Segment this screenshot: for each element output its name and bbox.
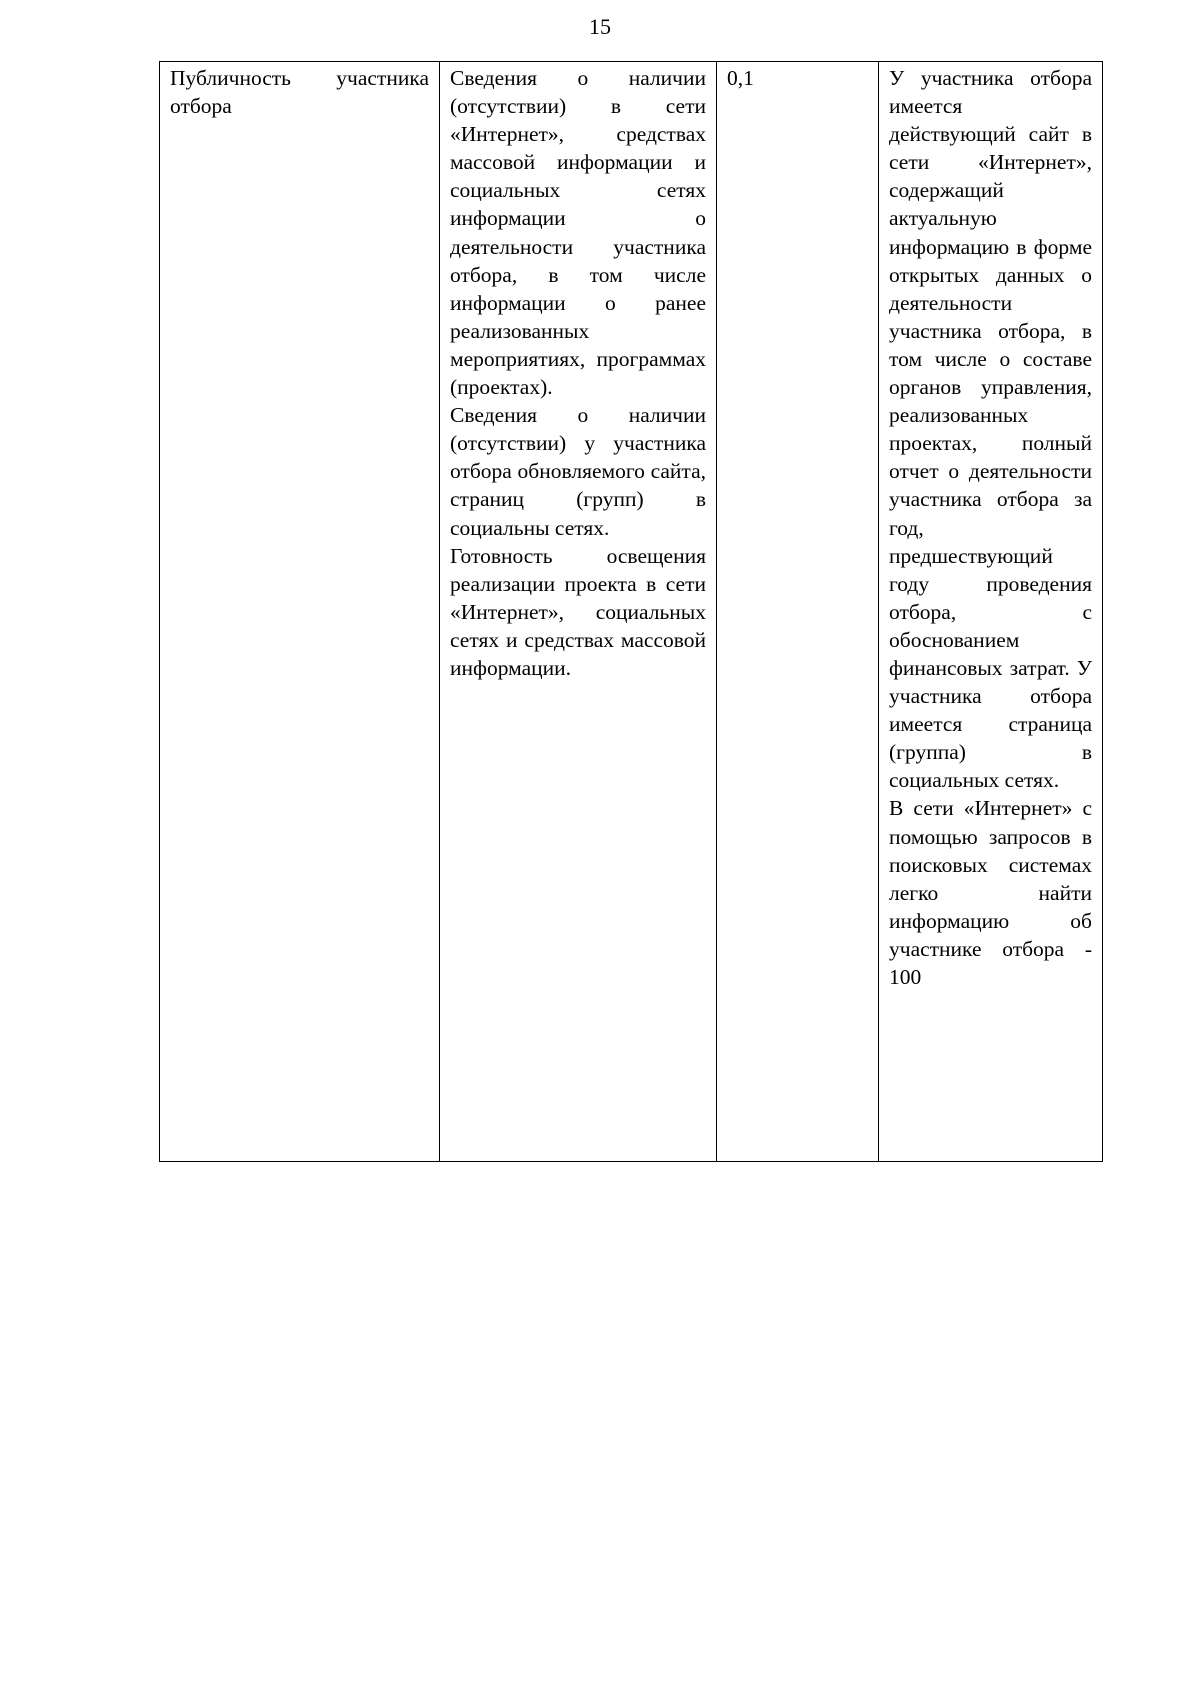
score-text-part2: В сети «Интернет» с помощью запросов в поисковых системах легко найти информацию об участнике отбора - 100: [889, 796, 1092, 989]
description-cell: [440, 62, 717, 1162]
description-paragraph-3: Готовность освещения реализации проекта в сети «Интернет», социальных сетях и средствах массовой информации.: [450, 543, 706, 680]
weight-value: 0,1: [727, 66, 754, 90]
criterion-cell: [160, 62, 440, 1162]
score-text-part1: У участника отбора имеется действующий сайт в сети «Интернет», содержащий актуальную информацию в форме открытых данных о деятельности участника отбора, в том числе о составе органов управления, реализованных проектах, полный отчет о деятельности участника отбора за год, предшествующий году проведения отбора, с обоснованием финансовых затрат. У участника отбора имеется страница (группа) в социальных сетях.: [889, 66, 1092, 793]
description-paragraph-1: Сведения о наличии (отсутствии) в сети «Интернет», средствах массовой информации и социальных сетях информации о деятельности участника отбора, в том числе информации о ранее реализованных мероприятиях, программах (проектах).: [450, 66, 706, 400]
criteria-table: [159, 61, 1103, 1162]
page-number: 15: [589, 14, 611, 39]
table-row: [160, 62, 1103, 1162]
score-cell: [879, 62, 1103, 1162]
description-paragraph-2: Сведения о наличии (отсутствии) у участника отбора обновляемого сайта, страниц (групп) в социальны сетях.: [450, 403, 706, 540]
weight-cell: [717, 62, 879, 1162]
criterion-name: Публичность участника отбора: [170, 66, 429, 119]
